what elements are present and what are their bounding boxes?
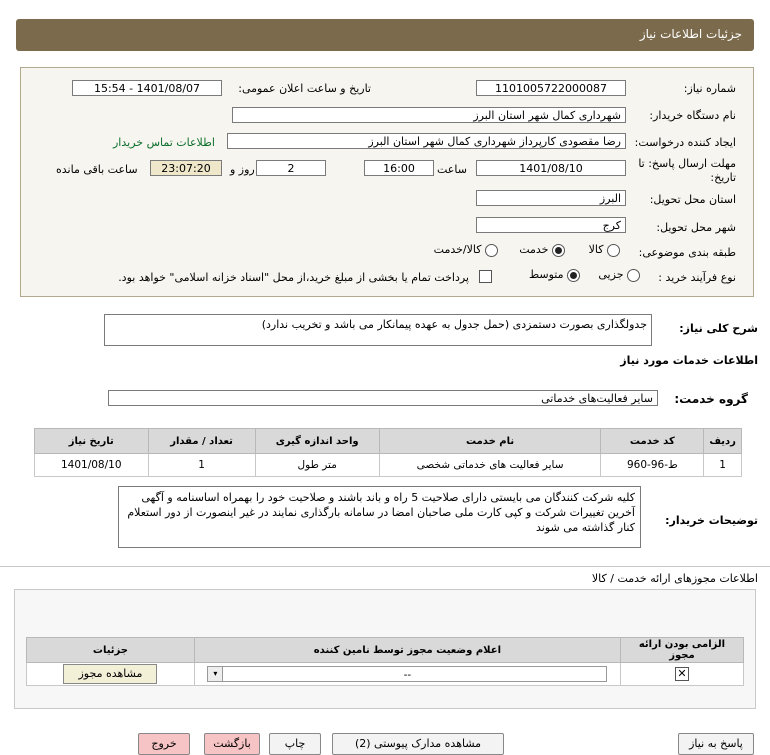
permits-table	[26, 637, 744, 686]
radio-icon[interactable]	[627, 269, 640, 282]
service-group-label: گروه خدمت:	[674, 392, 748, 406]
city-field[interactable]: کرج	[476, 217, 626, 233]
table-row	[35, 454, 742, 477]
col-date: تاریخ نیاز	[35, 429, 149, 454]
category-label: طبقه بندی موضوعی:	[638, 246, 736, 259]
page-header	[16, 19, 754, 51]
permit-col-required: الزامی بودن ارائه مجوز	[620, 638, 743, 663]
cell-qty: 1	[148, 454, 255, 477]
category-radio-both[interactable]: کالا/خدمت	[434, 243, 498, 257]
payment-checkbox[interactable]	[479, 270, 492, 283]
page-title: جزئیات اطلاعات نیاز	[639, 27, 742, 41]
cell-name: سایر فعالیت های خدماتی شخصی	[379, 454, 601, 477]
payment-note: پرداخت تمام یا بخشی از مبلغ خرید،از محل "اسناد خزانه اسلامی" خواهد بود.	[118, 271, 469, 284]
services-heading: اطلاعات خدمات مورد نیاز	[620, 354, 758, 367]
permit-col-status: اعلام وضعیت مجوز توسط نامین کننده	[194, 638, 620, 663]
back-button[interactable]: بازگشت	[204, 733, 260, 755]
radio-selected-icon[interactable]	[567, 269, 580, 282]
cell-date: 1401/08/10	[35, 454, 149, 477]
days-label: روز و	[230, 163, 255, 176]
cell-row: 1	[704, 454, 742, 477]
view-docs-button[interactable]: مشاهده مدارک پیوستی (2)	[332, 733, 504, 755]
time-label: ساعت	[437, 163, 467, 176]
deadline-label: مهلت ارسال پاسخ: تا تاریخ:	[638, 157, 736, 184]
purchase-radio-medium[interactable]: متوسط	[529, 268, 580, 282]
buyer-org-label: نام دستگاه خریدار:	[649, 109, 736, 122]
service-group-field[interactable]: سایر فعالیت‌های خدماتی	[108, 390, 658, 406]
contact-link[interactable]: اطلاعات تماس خریدار	[113, 136, 215, 149]
reply-button[interactable]: پاسخ به نیاز	[678, 733, 754, 755]
buyer-notes-field[interactable]: کلیه شرکت کنندگان می بایستی دارای صلاحیت 5 راه و باند باشند و صلاحیت خود را بهمراه اساسنامه و آگهی آخرین تغییرات شرکت و کپی کارت ملی صاحبان امضا در سامانه بارگذاری نمایند در غیر اینصورت از دور استعلام کنار گذاشته می شوند	[118, 486, 641, 548]
cell-unit: متر طول	[255, 454, 379, 477]
buyer-notes-label: توضیحات خریدار:	[665, 514, 758, 527]
view-permit-button[interactable]: مشاهده مجوز	[63, 664, 157, 684]
remaining-label: ساعت باقی مانده	[56, 163, 138, 176]
col-name: نام خدمت	[379, 429, 601, 454]
section-divider	[0, 566, 770, 567]
creator-label: ایجاد کننده درخواست:	[634, 136, 736, 149]
deadline-time-field[interactable]: 16:00	[364, 160, 434, 176]
col-code: کد خدمت	[601, 429, 704, 454]
permit-details-cell	[27, 663, 195, 686]
buyer-org-field[interactable]: شهرداری کمال شهر استان البرز	[232, 107, 626, 123]
purchase-type-label: نوع فرآیند خرید :	[658, 271, 736, 284]
announce-label: تاریخ و ساعت اعلان عمومی:	[238, 82, 371, 95]
services-table	[34, 428, 742, 477]
checked-box-icon: ✕	[675, 667, 689, 681]
province-label: استان محل تحویل:	[649, 193, 736, 206]
announce-field[interactable]: 1401/08/07 - 15:54	[72, 80, 222, 96]
permits-title: اطلاعات مجوزهای ارائه خدمت / کالا	[591, 572, 758, 585]
permit-required-cell	[620, 663, 743, 686]
deadline-date-field[interactable]: 1401/08/10	[476, 160, 626, 176]
exit-button[interactable]: خروج	[138, 733, 190, 755]
need-number-field[interactable]: 1101005722000087	[476, 80, 626, 96]
col-qty: تعداد / مقدار	[148, 429, 255, 454]
days-field[interactable]: 2	[256, 160, 326, 176]
permit-row	[27, 663, 744, 686]
col-unit: واحد اندازه گیری	[255, 429, 379, 454]
col-row: ردیف	[704, 429, 742, 454]
summary-field[interactable]: جدولگذاری بصورت دستمزدی (حمل جدول به عهده پیمانکار می باشد و تخریب ندارد)	[104, 314, 652, 346]
radio-selected-icon[interactable]	[552, 244, 565, 257]
dropdown-arrow-icon[interactable]: ▾	[208, 667, 223, 681]
cell-code: ط-96-960	[601, 454, 704, 477]
category-radio-goods[interactable]: کالا	[589, 243, 620, 257]
category-radio-service[interactable]: خدمت	[519, 243, 565, 257]
radio-icon[interactable]	[485, 244, 498, 257]
radio-icon[interactable]	[607, 244, 620, 257]
permit-status-cell	[194, 663, 620, 686]
need-number-label: شماره نیاز:	[683, 82, 736, 95]
province-field[interactable]: البرز	[476, 190, 626, 206]
purchase-radio-minor[interactable]: جزیی	[598, 268, 640, 282]
print-button[interactable]: چاپ	[269, 733, 321, 755]
permit-col-details: جزئیات	[27, 638, 195, 663]
creator-field[interactable]: رضا مقصودی کارپرداز شهرداری کمال شهر استان البرز	[227, 133, 626, 149]
summary-label: شرح کلی نیاز:	[679, 322, 758, 335]
remaining-time-field: 23:07:20	[150, 160, 222, 176]
permit-status-select[interactable]: -- ▾	[207, 666, 607, 682]
city-label: شهر محل تحویل:	[656, 221, 736, 234]
